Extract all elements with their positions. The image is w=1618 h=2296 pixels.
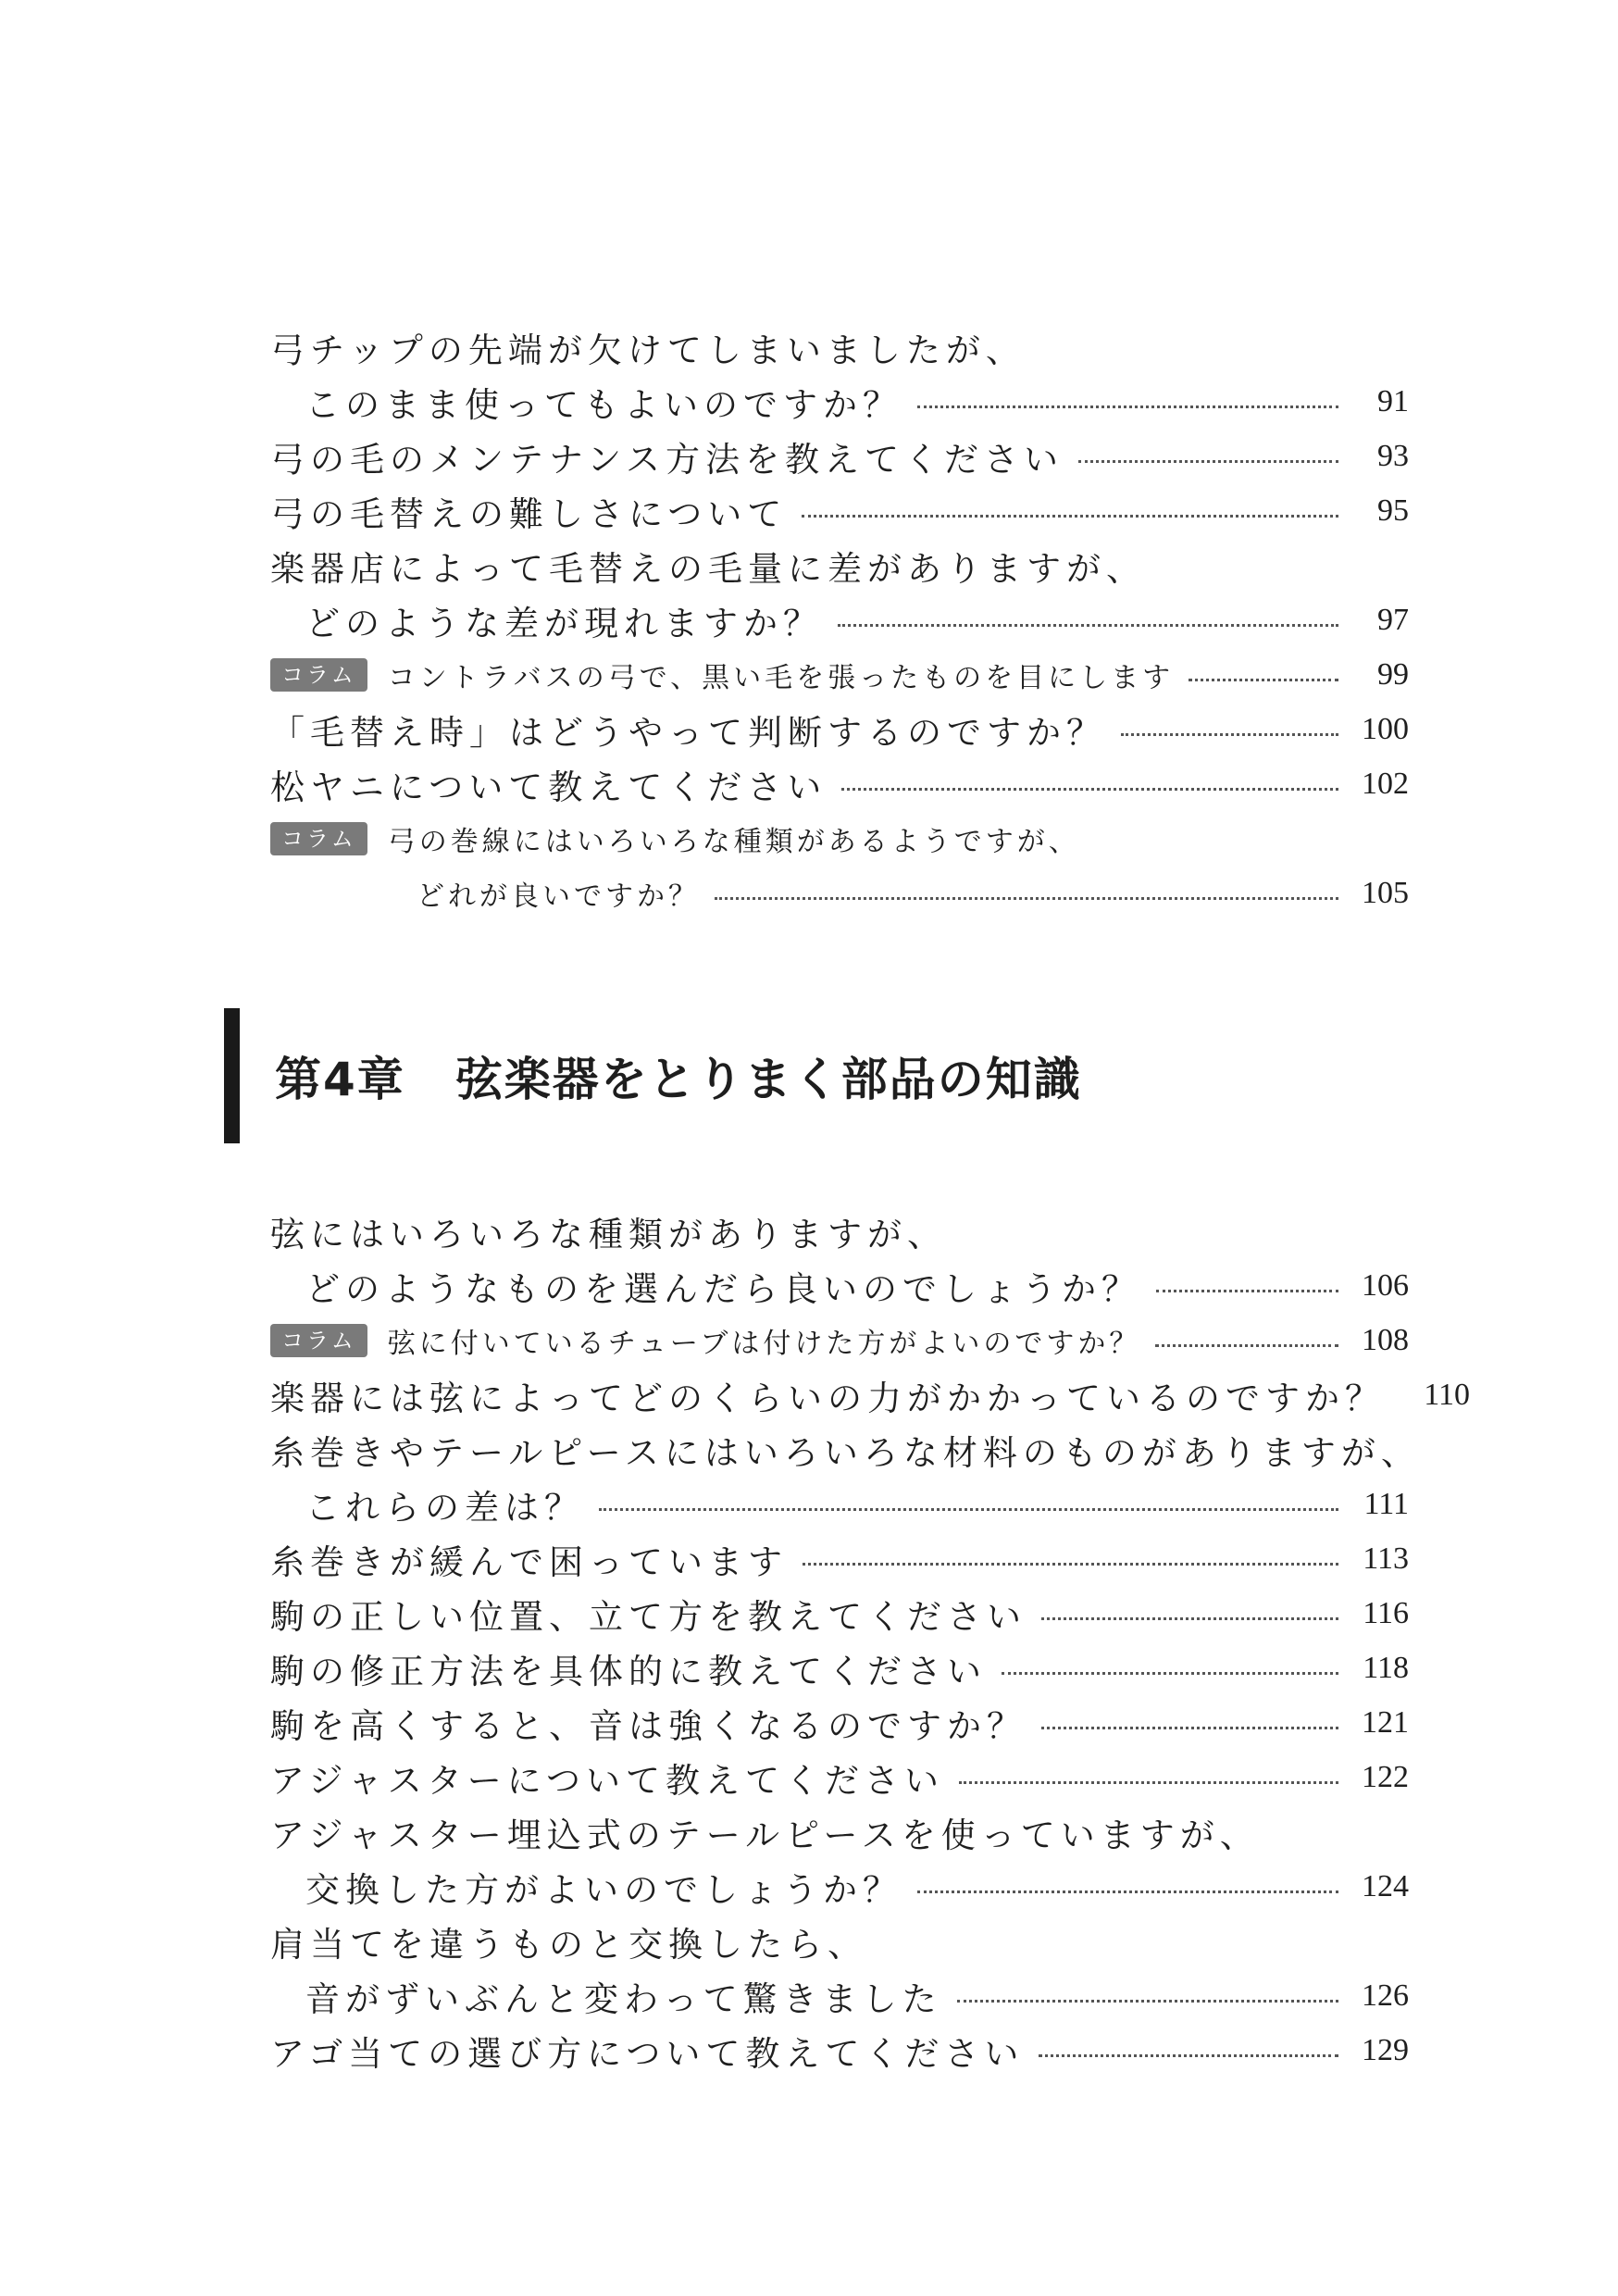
toc-entry [270, 1750, 1409, 1804]
toc-entry-title: アジャスター埋込式のテールピースを使っていますが、 [270, 1815, 1260, 1855]
dot-leader [917, 1890, 1338, 1893]
page-number: 93 [1377, 438, 1409, 473]
chapter-heading [224, 1006, 1381, 1145]
dot-leader [802, 515, 1338, 518]
toc-entry-title: このまま使ってもよいのですか？ [305, 384, 902, 425]
toc-entry-title: これらの差は？ [305, 1487, 584, 1528]
toc-entry-title: 交換した方がよいのでしょうか？ [305, 1869, 902, 1910]
page-number: 122 [1362, 1759, 1409, 1794]
toc-column-entry [270, 811, 1409, 866]
toc-entry-title: 弓の巻線にはいろいろな種類があるようですが、 [387, 825, 1080, 858]
toc-entry [270, 1968, 1409, 2023]
page-number: 110 [1424, 1377, 1470, 1412]
dot-leader [917, 406, 1338, 408]
dot-leader [1041, 1727, 1338, 1729]
page-number: 105 [1362, 875, 1409, 910]
toc-entry-title: 「毛替え時」はどうやって判断するのですか？ [270, 712, 1106, 753]
dot-leader [1155, 1344, 1338, 1347]
page-number: 97 [1377, 602, 1409, 637]
toc-entry [270, 538, 1409, 593]
page-number: 111 [1363, 1486, 1409, 1521]
dot-leader [841, 788, 1338, 791]
chapter-title: 弦楽器をとりまく部品の知識 [455, 1053, 1082, 1106]
page-number: 100 [1362, 711, 1409, 746]
toc-entry-title: 楽器店によって毛替えの毛量に差がありますが、 [270, 548, 1146, 589]
toc-entry-title: 糸巻きやテールピースにはいろいろな材料のものがありますが、 [270, 1432, 1421, 1473]
page-number: 91 [1377, 383, 1409, 418]
toc-entry [270, 319, 1409, 374]
dot-leader [957, 2000, 1338, 2003]
toc-entry [270, 1477, 1409, 1531]
toc-entry [270, 1695, 1409, 1750]
page-number: 99 [1377, 656, 1409, 692]
page-number: 124 [1362, 1868, 1409, 1903]
toc-column-entry [270, 1313, 1409, 1367]
toc-entry [270, 483, 1409, 538]
toc-entry [270, 374, 1409, 429]
page-number: 118 [1363, 1650, 1409, 1685]
toc-entry-title: 楽器には弦によってどのくらいの力がかかっているのですか？ [270, 1378, 1385, 1418]
page-number: 129 [1362, 2032, 1409, 2067]
toc-entry-title: 駒の正しい位置、立て方を教えてください [270, 1596, 1027, 1637]
toc-entry-title: どのような差が現れますか？ [305, 603, 823, 643]
toc-entry-title: 駒の修正方法を具体的に教えてください [270, 1651, 987, 1691]
toc-entry-title: 弓の毛替えの難しさについて [270, 493, 788, 534]
dot-leader [803, 1563, 1338, 1566]
dot-leader [1078, 460, 1338, 463]
column-badge: コラム [270, 658, 367, 692]
page-number: 95 [1377, 493, 1409, 528]
toc-entry [270, 1422, 1421, 1477]
dot-leader [1039, 2054, 1338, 2057]
toc-column-entry [270, 647, 1409, 702]
page-number: 106 [1362, 1267, 1409, 1303]
toc-entry-title: どのようなものを選んだら良いのでしょうか？ [305, 1268, 1141, 1309]
toc-entry-title: 弓の毛のメンテナンス方法を教えてください [270, 439, 1064, 480]
page-number: 126 [1362, 1978, 1409, 2013]
dot-leader [715, 897, 1338, 900]
dot-leader [1189, 679, 1338, 681]
toc-entry [270, 1367, 1470, 1422]
toc-entry-title: 駒を高くすると、音は強くなるのですか？ [270, 1705, 1027, 1746]
column-badge: コラム [270, 1324, 367, 1357]
toc-entry [270, 593, 1409, 647]
dot-leader [1156, 1290, 1338, 1292]
page-number: 116 [1363, 1595, 1409, 1630]
dot-leader [959, 1781, 1338, 1784]
page-number: 113 [1363, 1541, 1409, 1576]
toc-entry [270, 1914, 1409, 1968]
column-badge: コラム [270, 822, 367, 855]
toc-entry-title: 弓チップの先端が欠けてしまいましたが、 [270, 330, 1026, 370]
toc-entry [270, 1531, 1409, 1586]
dot-leader [1121, 733, 1338, 736]
toc-entry-title: 音がずいぶんと変わって驚きました [305, 1978, 942, 2019]
toc-entry [270, 756, 1409, 811]
toc-entry [270, 1586, 1409, 1641]
toc-entry [270, 429, 1409, 483]
dot-leader [838, 624, 1338, 627]
toc-entry-title: 糸巻きが緩んで困っています [270, 1541, 788, 1582]
toc-section-chapter3-end [270, 319, 1409, 920]
toc-entry-title: 肩当てを違うものと交換したら、 [270, 1924, 867, 1965]
toc-entry [270, 1204, 1409, 1258]
toc-entry-title: コントラバスの弓で、黒い毛を張ったものを目にします [387, 661, 1175, 694]
page-number: 102 [1362, 766, 1409, 801]
toc-entry [270, 1258, 1409, 1313]
toc-entry [270, 1804, 1409, 1859]
page-number: 108 [1362, 1322, 1409, 1357]
dot-leader [1041, 1617, 1338, 1620]
toc-entry-title: アジャスターについて教えてください [270, 1760, 945, 1801]
toc-entry-title: 弦にはいろいろな種類がありますが、 [270, 1214, 947, 1254]
dot-leader [1002, 1672, 1338, 1675]
toc-section-chapter4 [270, 1204, 1470, 2078]
chapter-bar [224, 1008, 240, 1143]
toc-entry [270, 2023, 1409, 2078]
toc-entry [270, 702, 1409, 756]
chapter-number: 第4章 [275, 1053, 405, 1106]
toc-entry-title: どれが良いですか？ [417, 880, 700, 913]
toc-entry-title: 弦に付いているチューブは付けた方がよいのですか？ [387, 1327, 1141, 1360]
toc-entry [270, 1641, 1409, 1695]
dot-leader [599, 1508, 1338, 1511]
toc-entry [270, 1859, 1409, 1914]
toc-entry-title: アゴ当ての選び方について教えてください [270, 2033, 1025, 2074]
page-number: 121 [1362, 1704, 1409, 1740]
toc-entry-title: 松ヤニについて教えてください [270, 767, 828, 807]
toc-column-entry [270, 866, 1409, 920]
